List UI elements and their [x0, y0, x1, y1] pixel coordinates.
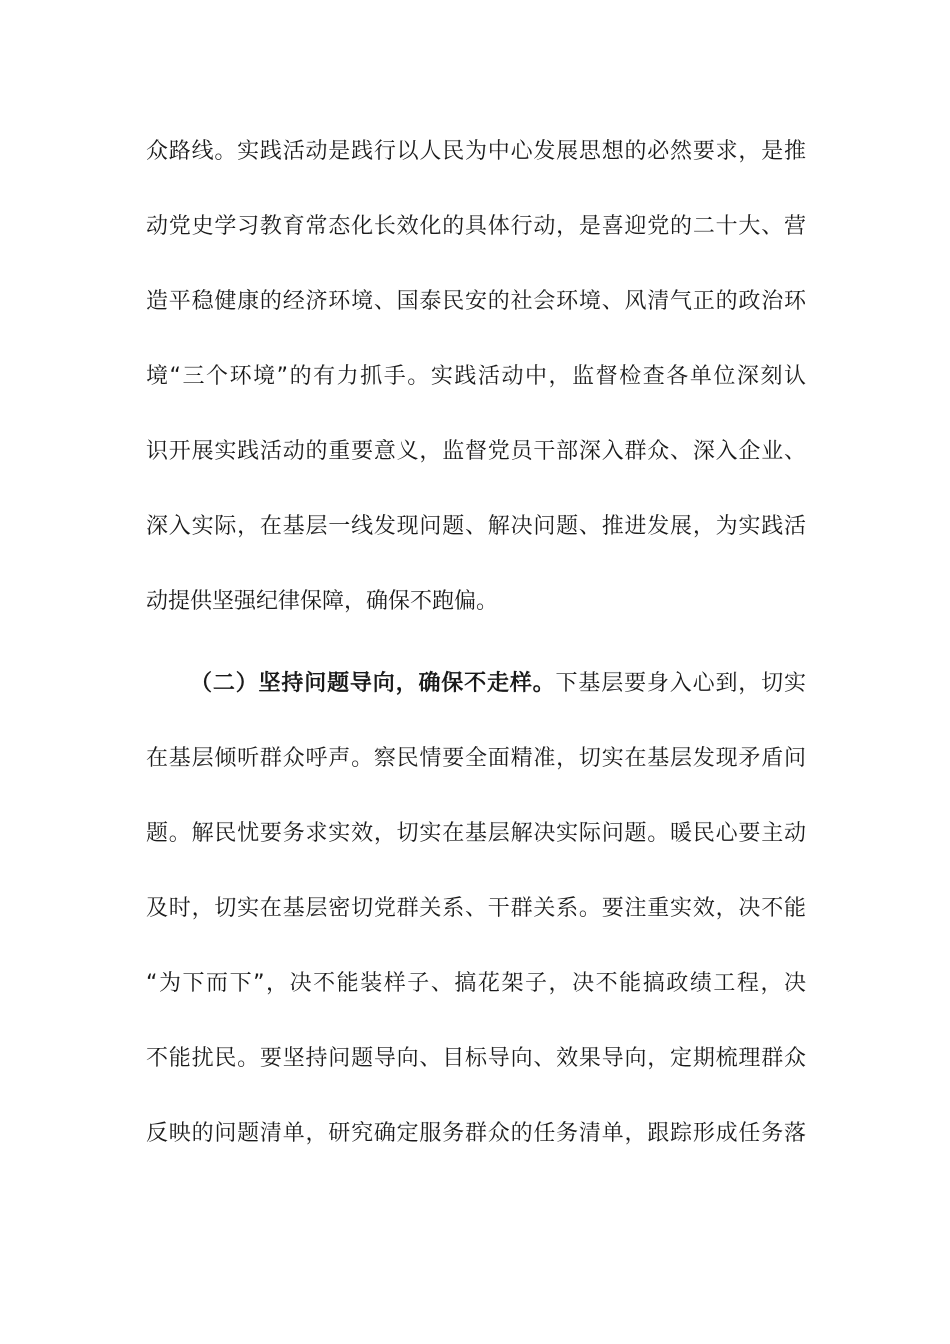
text-line: 在基层倾听群众呼声。察民情要全面精准，切实在基层发现矛盾问 — [146, 746, 806, 771]
text-line: “为下而下”，决不能装样子、搞花架子，决不能搞政绩工程，决 — [146, 971, 806, 996]
text-line: 造平稳健康的经济环境、国泰民安的社会环境、风清气正的政治环 — [146, 289, 806, 314]
text-line: 不能扰民。要坚持问题导向、目标导向、效果导向，定期梳理群众 — [146, 1046, 806, 1071]
text-line: 动提供坚强纪律保障，确保不跑偏。 — [146, 589, 499, 614]
text-line: 反映的问题清单，研究确定服务群众的任务清单，跟踪形成任务落 — [146, 1121, 806, 1146]
section-heading: （二）坚持问题导向，确保不走样。 — [190, 671, 556, 696]
text-line: 识开展实践活动的重要意义，监督党员干部深入群众、深入企业、 — [146, 439, 806, 464]
section-heading-line — [190, 664, 806, 704]
text-line: 动党史学习教育常态化长效化的具体行动，是喜迎党的二十大、营 — [146, 214, 806, 239]
text-line: 境“三个环境”的有力抓手。实践活动中，监督检查各单位深刻认 — [146, 364, 806, 389]
text-line: 众路线。实践活动是践行以人民为中心发展思想的必然要求，是推 — [146, 139, 806, 164]
text-line: 题。解民忧要务求实效，切实在基层解决实际问题。暖民心要主动 — [146, 821, 806, 846]
text-line: 及时，切实在基层密切党群关系、干群关系。要注重实效，决不能 — [146, 896, 806, 921]
text-line: 深入实际，在基层一线发现问题、解决问题、推进发展，为实践活 — [146, 514, 806, 539]
section-heading-rest: 下基层要身入心到，切实 — [555, 671, 806, 696]
